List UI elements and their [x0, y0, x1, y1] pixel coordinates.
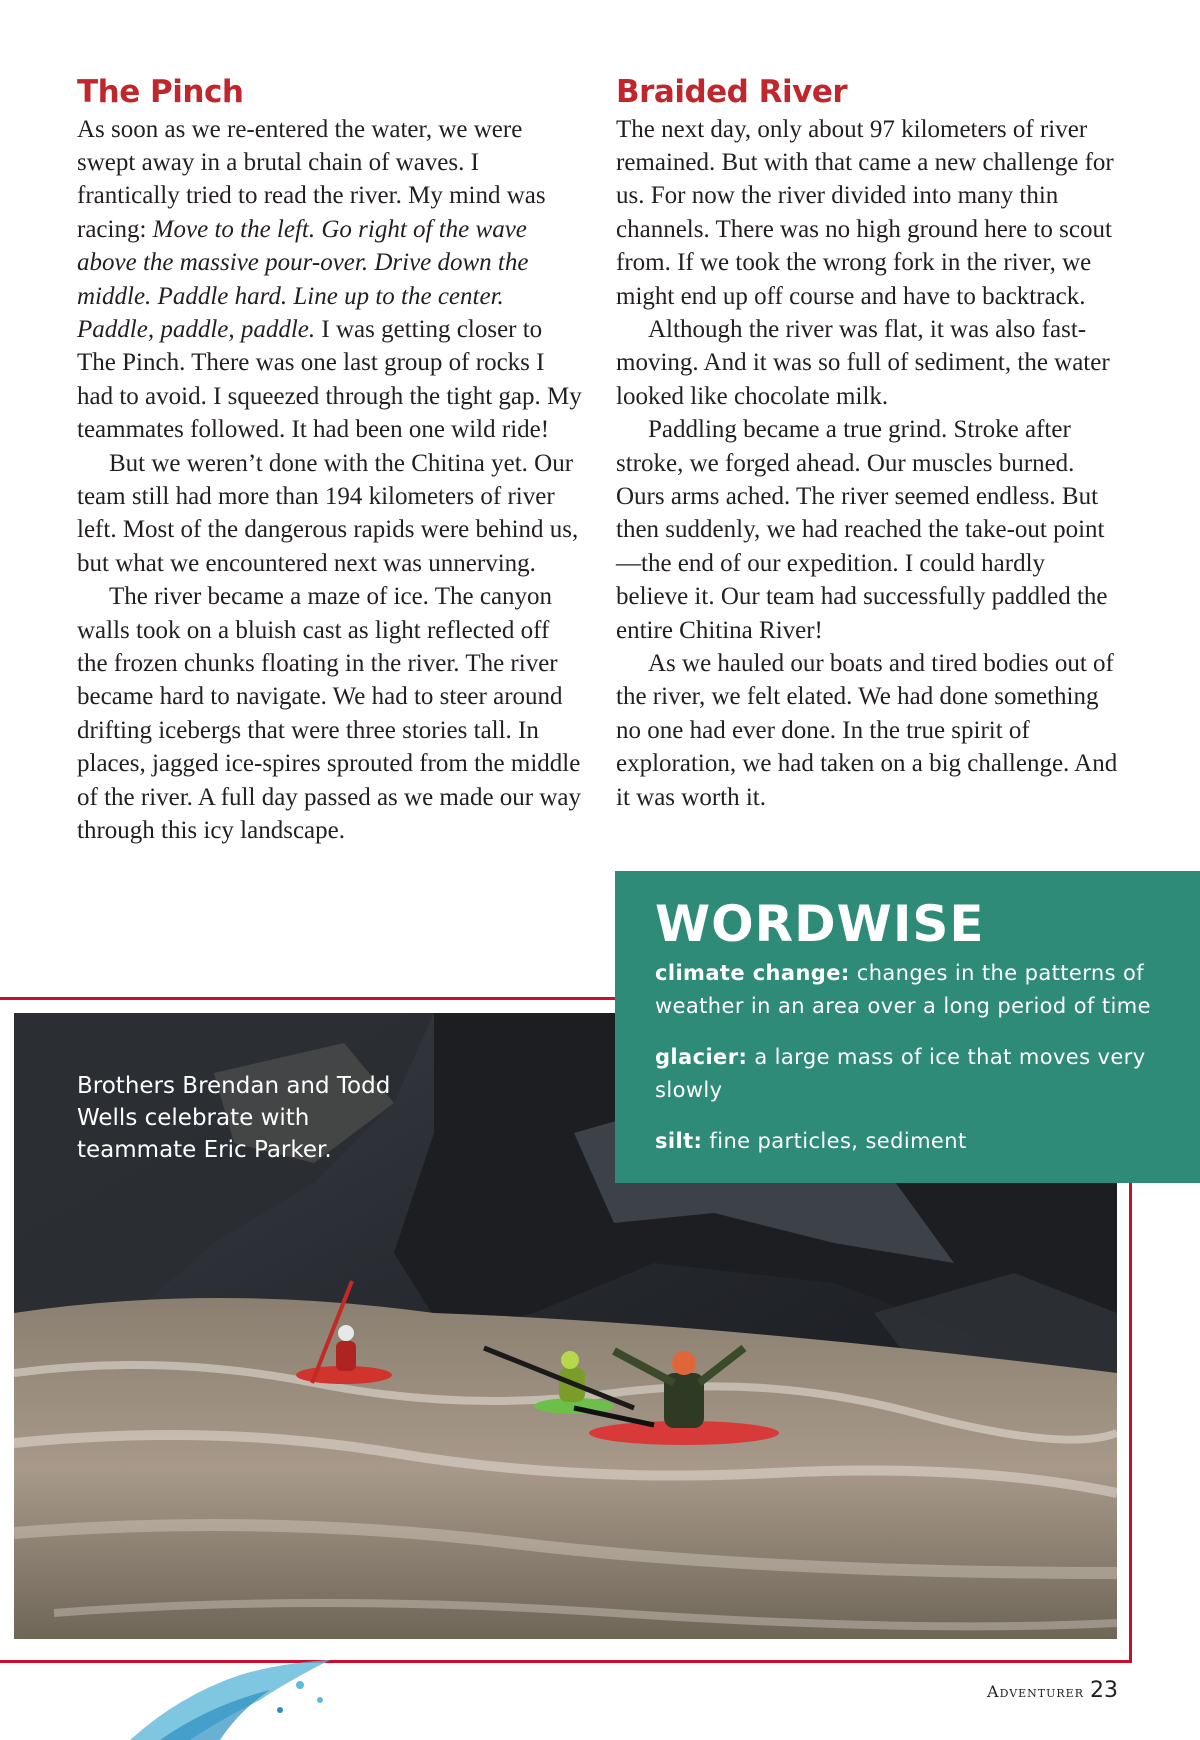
water-splash-decoration: [120, 1655, 350, 1740]
page-footer: [987, 1678, 1118, 1703]
paragraph-text: As soon as we re-entered the water, we were swept away in a brutal chain of waves. I frantically tried to read the river. My mind was racing:: [77, 115, 546, 243]
page-number: 23: [1090, 1678, 1118, 1703]
paragraph: The river became a maze of ice. The canyon walls took on a bluish cast as light reflected off the frozen chunks floating in the river. The river became hard to navigate. We had to steer around drifting icebergs that were three stories tall. In places, jagged ice-spires sprouted from the middle of the river. A full day passed as we made our way through this icy landscape.: [77, 583, 582, 845]
paragraph: As we hauled our boats and tired bodies out of the river, we felt elated. We had done something no one had ever done. In the true spirit of exploration, we had taken on a big challenge. And it was worth it.: [616, 650, 1118, 811]
glossary-term: climate change:: [655, 961, 850, 985]
paragraph-italic-text: Move to the left. Go right of the wave above the massive pour-over. Drive down the middle. Paddle hard. Line up to the center. Paddle, paddle, paddle.: [77, 215, 529, 343]
paragraph: But we weren’t done with the Chitina yet. Our team still had more than 194 kilometers of river left. Most of the dangerous rapids were behind us, but what we encountered next was unnerving.: [77, 449, 579, 577]
photo-caption: Brothers Brendan and Todd Wells celebrate with teammate Eric Parker.: [77, 1073, 391, 1163]
section-heading-braided-river: Braided River: [616, 74, 848, 110]
wordwise-box: [615, 871, 1200, 1183]
section-heading-the-pinch: The Pinch: [77, 74, 244, 110]
magazine-name: Adventurer: [987, 1682, 1084, 1701]
left-column: [77, 72, 585, 847]
glossary-definition: a large mass of ice that moves very slowly: [655, 1045, 1146, 1102]
glossary-term: glacier:: [655, 1045, 748, 1069]
glossary-definition: fine particles, sediment: [702, 1129, 967, 1153]
paragraph: Although the river was flat, it was also fast-moving. And it was so full of sediment, the water looked like chocolate milk.: [616, 315, 1110, 410]
glossary-entry: [655, 1041, 1170, 1107]
glossary-entry: [655, 1125, 1170, 1158]
right-column: [616, 72, 1121, 814]
paragraph: The next day, only about 97 kilometers of river remained. But with that came a new challenge for us. For now the river divided into many thin channels. There was no high ground here to scout from. If we took the wrong fork in the river, we might end up off course and have to backtrack.: [616, 115, 1114, 310]
glossary-term: silt:: [655, 1129, 703, 1153]
glossary-entry: [655, 957, 1170, 1023]
paragraph-text: I was getting closer to The Pinch. There was one last group of rocks I had to avoid. I squeezed through the tight gap. My teammates followed. It had been one wild ride!: [77, 315, 582, 444]
wordwise-title: WORDWISE: [655, 895, 985, 953]
paragraph: [77, 113, 585, 447]
glossary-definition: changes in the patterns of weather in an area over a long period of time: [655, 961, 1151, 1018]
paragraph: Paddling became a true grind. Stroke after stroke, we forged ahead. Our muscles burned. Ours arms ached. The river seemed endless. But then suddenly, we had reached the take-out point—the end of our expedition. I could hardly believe it. Our team had successfully paddled the entire Chitina River!: [616, 416, 1108, 644]
